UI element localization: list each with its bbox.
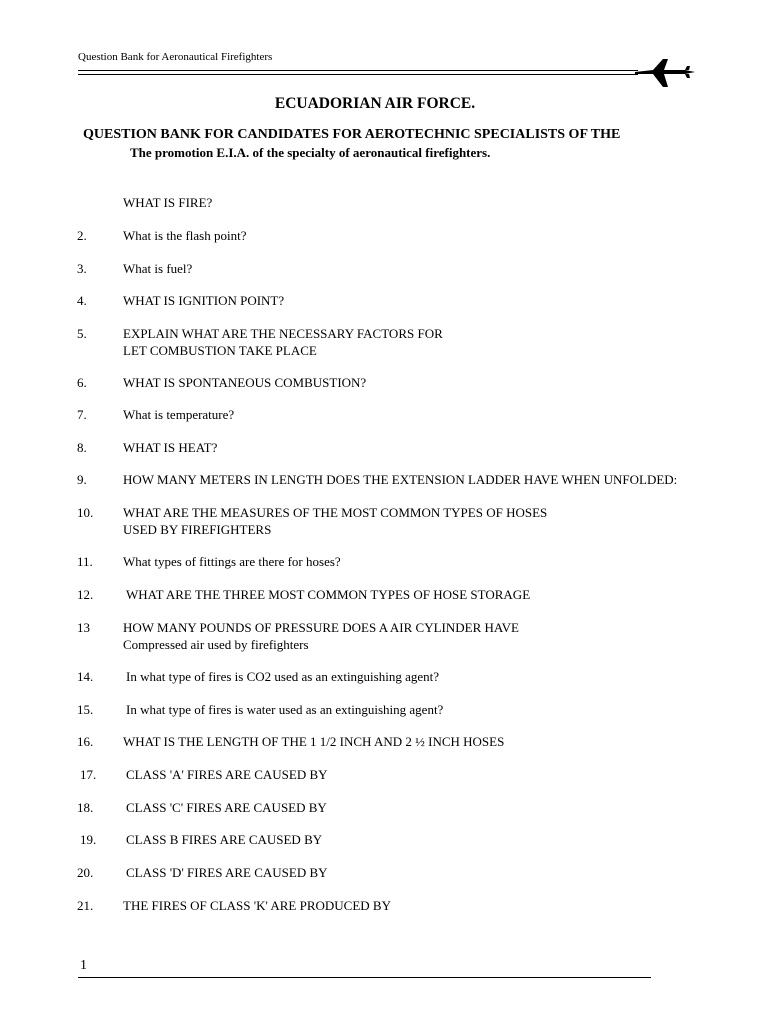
question-text-line-1: What is temperature? — [123, 407, 235, 422]
question-text — [123, 554, 341, 571]
question-number: 2. — [77, 228, 87, 243]
question-text-line-1: WHAT ARE THE THREE MOST COMMON TYPES OF HOSE STORAGE — [126, 587, 531, 602]
question-text-line-1: CLASS 'D' FIRES ARE CAUSED BY — [126, 865, 328, 880]
question-text-line-2: LET COMBUSTION TAKE PLACE — [123, 342, 317, 358]
question-number: 13 — [77, 620, 90, 635]
question-text-line-1: CLASS 'C' FIRES ARE CAUSED BY — [126, 800, 327, 815]
question-text-line-1: What types of fittings are there for hoses? — [123, 554, 341, 569]
question-text-line-1: CLASS 'A' FIRES ARE CAUSED BY — [126, 767, 328, 782]
question-text — [123, 734, 504, 751]
question-number: 9. — [77, 472, 87, 487]
question-number: 12. — [77, 587, 94, 602]
question-text — [123, 195, 212, 212]
question-text — [126, 832, 322, 849]
question-text — [123, 505, 547, 538]
question-text-line-2: Compressed air used by firefighters — [123, 636, 309, 652]
question-text — [126, 800, 327, 817]
question-text — [123, 293, 284, 310]
footer-rule — [78, 977, 651, 978]
question-text-line-1: What is the flash point? — [123, 228, 247, 243]
question-text — [123, 407, 234, 424]
question-text — [123, 375, 366, 392]
question-text-line-1: EXPLAIN WHAT ARE THE NECESSARY FACTORS FOR — [123, 326, 443, 341]
page-number: 1 — [80, 958, 87, 973]
question-text-line-1: HOW MANY METERS IN LENGTH DOES THE EXTENSION LADDER HAVE WHEN UNFOLDED: — [123, 472, 678, 487]
document-subtitle-line-2: The promotion E.I.A. of the specialty of aeronautical firefighters. — [130, 145, 491, 160]
document-title: ECUADORIAN AIR FORCE. — [274, 95, 476, 112]
document-subtitle-line-1: QUESTION BANK FOR CANDIDATES FOR AEROTECHNIC SPECIALISTS OF THE — [83, 127, 621, 142]
question-number: 21. — [77, 898, 94, 913]
question-text — [126, 702, 443, 719]
question-text-line-1: In what type of fires is CO2 used as an extinguishing agent? — [126, 669, 440, 684]
question-text — [126, 865, 328, 882]
question-text-line-1: In what type of fires is water used as an extinguishing agent? — [126, 702, 444, 717]
header-rule-bottom — [78, 74, 638, 75]
question-text-line-1: THE FIRES OF CLASS 'K' ARE PRODUCED BY — [123, 898, 391, 913]
question-text — [123, 440, 217, 457]
question-text — [123, 228, 246, 245]
question-number: 4. — [77, 293, 87, 308]
question-number: 3. — [77, 261, 87, 276]
question-text-line-1: WHAT IS HEAT? — [123, 440, 218, 455]
question-text-line-1: WHAT IS FIRE? — [123, 195, 213, 210]
question-text — [123, 898, 391, 915]
question-number: 11. — [77, 554, 93, 569]
question-number: 16. — [77, 734, 94, 749]
question-text-line-1: WHAT IS IGNITION POINT? — [123, 293, 285, 308]
header-rule-top — [78, 70, 638, 71]
question-text-line-1: WHAT IS THE LENGTH OF THE 1 1/2 INCH AND 2 ½ INCH HOSES — [123, 734, 505, 749]
question-text-line-1: What is fuel? — [123, 261, 193, 276]
question-number: 5. — [77, 326, 87, 341]
question-number: 10. — [77, 505, 94, 520]
question-text — [126, 669, 439, 686]
question-number: 17. — [80, 767, 97, 782]
question-text — [123, 261, 192, 278]
question-number: 20. — [77, 865, 94, 880]
question-number: 19. — [80, 832, 97, 847]
question-number: 7. — [77, 407, 87, 422]
question-number: 18. — [77, 800, 94, 815]
question-text-line-2: USED BY FIREFIGHTERS — [123, 521, 272, 537]
question-text — [126, 587, 530, 604]
question-text — [123, 472, 677, 489]
question-text-line-1: HOW MANY POUNDS OF PRESSURE DOES A AIR CYLINDER HAVE — [123, 620, 519, 635]
question-text — [123, 326, 443, 359]
question-text-line-1: WHAT ARE THE MEASURES OF THE MOST COMMON TYPES OF HOSES — [123, 505, 548, 520]
running-header-title: Question Bank for Aeronautical Firefighters — [78, 51, 273, 63]
question-number: 6. — [77, 375, 87, 390]
question-text — [123, 620, 519, 653]
question-text-line-1: CLASS B FIRES ARE CAUSED BY — [126, 832, 323, 847]
question-text — [126, 767, 328, 784]
question-number: 15. — [77, 702, 94, 717]
question-text-line-1: WHAT IS SPONTANEOUS COMBUSTION? — [123, 375, 367, 390]
question-number: 8. — [77, 440, 87, 455]
question-number: 14. — [77, 669, 94, 684]
jet-icon — [633, 58, 699, 88]
